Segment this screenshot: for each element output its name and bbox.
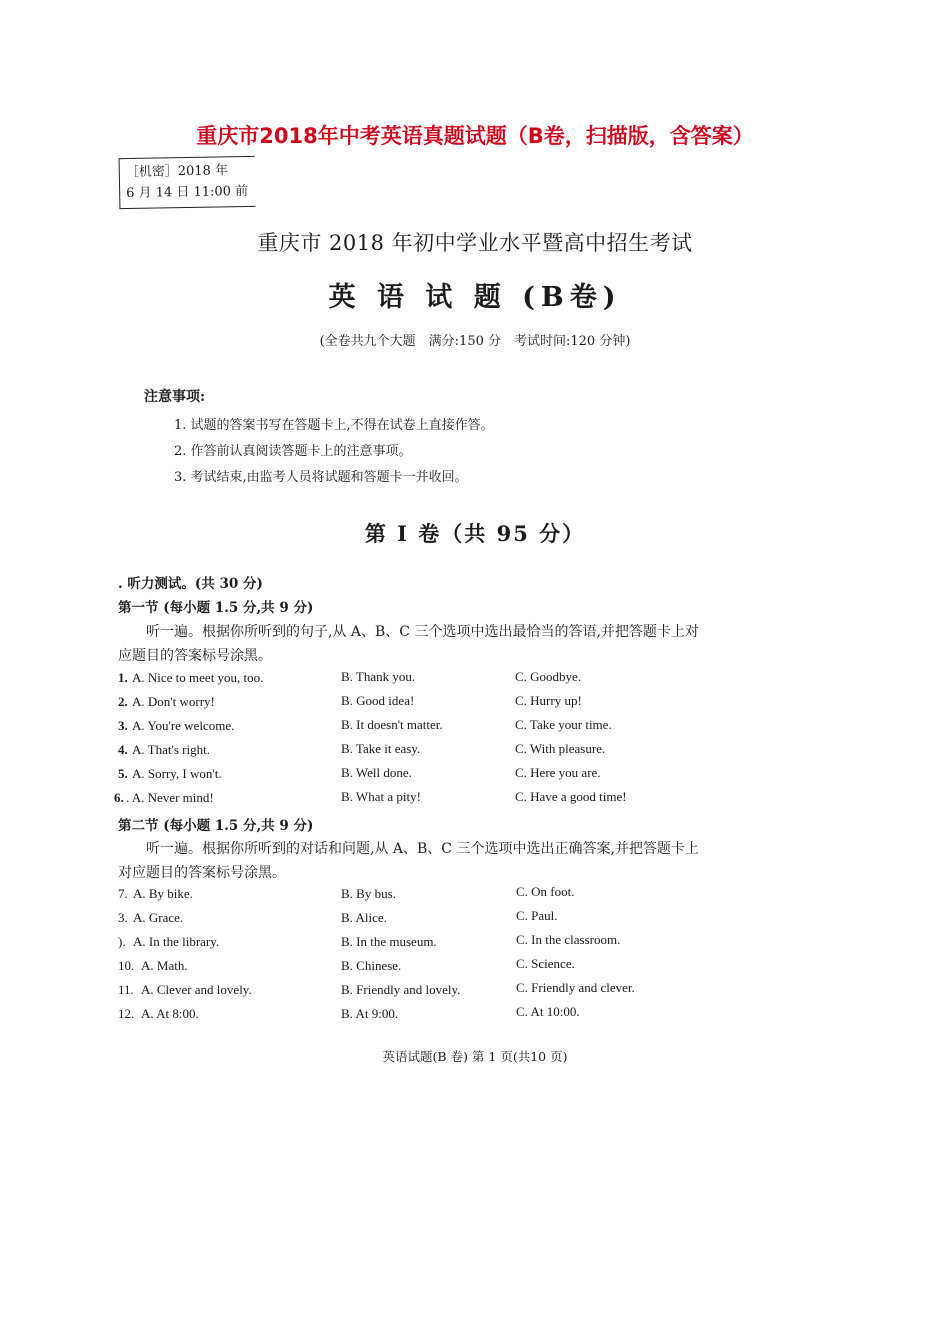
option-a: . A. Never mind! bbox=[126, 790, 214, 805]
option-c: C. On foot. bbox=[516, 884, 575, 899]
option-a: A. Clever and lovely. bbox=[141, 982, 252, 997]
option-a: A. In the library. bbox=[133, 934, 220, 949]
option-a: A. You're welcome. bbox=[132, 718, 235, 733]
part-title: 第 I 卷（共 95 分） bbox=[364, 521, 586, 546]
confidential-line-2: 6 月 14 日 11:00 前 bbox=[126, 183, 249, 202]
option-a: A. At 8:00. bbox=[141, 1006, 199, 1021]
notice-item: 3. 考试结束,由监考人员将试题和答题卡一并收回。 bbox=[174, 470, 468, 485]
option-c: C. Hurry up! bbox=[515, 693, 582, 708]
option-c: C. Here you are. bbox=[515, 765, 601, 780]
section1-heading: 第一节 (每小题 1.5 分,共 9 分) bbox=[118, 600, 314, 616]
question-number: 3. bbox=[118, 910, 128, 925]
document-title: 重庆市2018年中考英语真题试题（B卷，扫描版，含答案） bbox=[196, 124, 754, 148]
option-a: A. Sorry, I won't. bbox=[132, 766, 222, 781]
option-c: C. Friendly and clever. bbox=[516, 980, 635, 995]
option-a: A. Math. bbox=[141, 958, 188, 973]
notice-item: 2. 作答前认真阅读答题卡上的注意事项。 bbox=[174, 444, 412, 459]
question-number: 6. bbox=[114, 790, 124, 805]
option-c: C. Have a good time! bbox=[515, 789, 627, 804]
option-b: B. It doesn't matter. bbox=[341, 717, 443, 732]
section1-instruction-cont: 应题目的答案标号涂黑。 bbox=[118, 648, 272, 664]
subject-title: 英 语 试 题 (B卷) bbox=[328, 282, 622, 313]
option-c: C. At 10:00. bbox=[516, 1004, 580, 1019]
option-c: C. Goodbye. bbox=[515, 669, 582, 684]
question-number: 5. bbox=[118, 766, 128, 781]
option-b: B. Friendly and lovely. bbox=[341, 982, 461, 997]
option-a: A. Nice to meet you, too. bbox=[132, 670, 264, 685]
question-number: 12. bbox=[118, 1006, 135, 1021]
section2-instruction-cont: 对应题目的答案标号涂黑。 bbox=[118, 865, 286, 881]
option-c: C. Paul. bbox=[516, 908, 558, 923]
option-a: A. By bike. bbox=[133, 886, 193, 901]
question-number: 1. bbox=[118, 670, 128, 685]
option-c: C. Take your time. bbox=[515, 717, 612, 732]
option-c: C. In the classroom. bbox=[516, 932, 621, 947]
question-number: 2. bbox=[118, 694, 128, 709]
option-b: B. Well done. bbox=[341, 765, 412, 780]
confidential-line-1: ［机密］2018 年 bbox=[125, 163, 229, 181]
option-b: B. At 9:00. bbox=[341, 1006, 399, 1021]
question-number: ). bbox=[118, 934, 126, 949]
question-number: 10. bbox=[118, 958, 135, 973]
option-b: B. Alice. bbox=[341, 910, 387, 925]
question-number: 4. bbox=[118, 742, 128, 757]
option-b: B. What a pity! bbox=[341, 789, 421, 804]
section2-instruction: 听一遍。根据你所听到的对话和问题,从 A、B、C 三个选项中选出正确答案,并把答题卡上 bbox=[146, 841, 699, 857]
notice-title: 注意事项: bbox=[144, 389, 206, 405]
option-a: A. Grace. bbox=[133, 910, 184, 925]
option-b: B. Chinese. bbox=[341, 958, 402, 973]
notice-item: 1. 试题的答案书写在答题卡上,不得在试卷上直接作答。 bbox=[174, 418, 494, 433]
option-b: B. In the museum. bbox=[341, 934, 437, 949]
exam-info: (全卷共九个大题 满分:150 分 考试时间:120 分钟) bbox=[319, 334, 631, 349]
option-c: C. Science. bbox=[516, 956, 575, 971]
page-footer: 英语试题(B 卷) 第 1 页(共10 页) bbox=[382, 1049, 568, 1064]
section1-instruction: 听一遍。根据你所听到的句子,从 A、B、C 三个选项中选出最恰当的答语,并把答题卡上对 bbox=[146, 624, 699, 640]
question-number: 3. bbox=[118, 718, 128, 733]
section2-heading: 第二节 (每小题 1.5 分,共 9 分) bbox=[118, 818, 314, 834]
option-b: B. Thank you. bbox=[341, 669, 416, 684]
option-a: A. That's right. bbox=[132, 742, 210, 757]
confidential-stamp bbox=[119, 156, 256, 209]
question-number: 11. bbox=[118, 982, 134, 997]
option-b: B. By bus. bbox=[341, 886, 396, 901]
option-b: B. Good idea! bbox=[341, 693, 415, 708]
option-c: C. With pleasure. bbox=[515, 741, 606, 756]
option-b: B. Take it easy. bbox=[341, 741, 421, 756]
listening-heading: . 听力测试。(共 30 分) bbox=[118, 576, 263, 592]
option-a: A. Don't worry! bbox=[132, 694, 215, 709]
question-number: 7. bbox=[118, 886, 128, 901]
exam-name: 重庆市 2018 年初中学业水平暨高中招生考试 bbox=[257, 231, 693, 255]
